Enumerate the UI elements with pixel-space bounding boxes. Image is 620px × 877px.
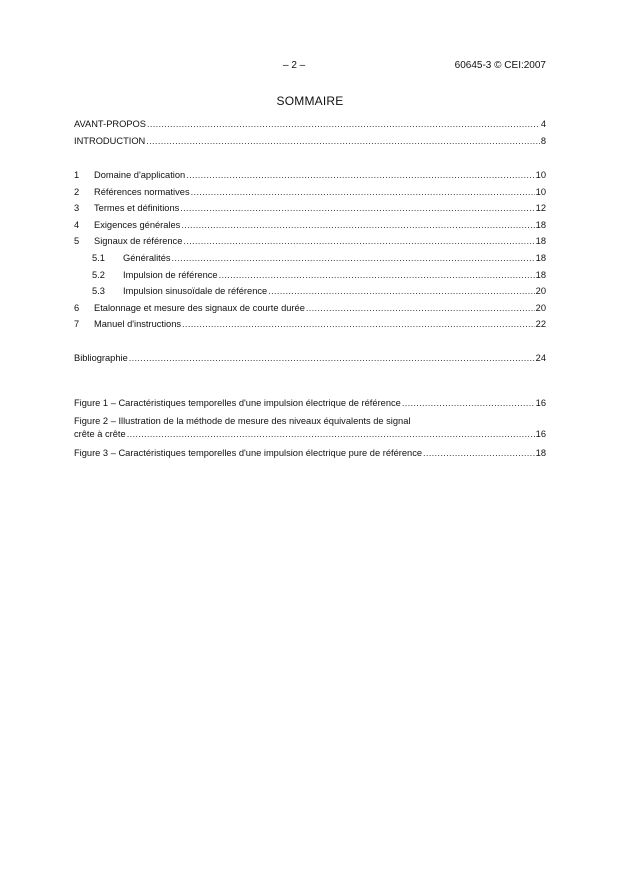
toc-entry-2[interactable] bbox=[74, 184, 546, 201]
toc-entry-text: Signaux de référence bbox=[94, 236, 183, 247]
toc-figures bbox=[74, 395, 546, 461]
page-title: SOMMAIRE bbox=[276, 94, 344, 108]
toc-entry-page: 4 bbox=[540, 119, 546, 129]
toc-entry-text: Exigences générales bbox=[94, 219, 181, 230]
toc-entry-5[interactable] bbox=[74, 233, 546, 250]
toc-entry-number: 7 bbox=[74, 319, 80, 330]
toc-entry-page: 20 bbox=[535, 302, 546, 313]
toc-entry-page: 18 bbox=[535, 447, 546, 458]
toc-figure-2[interactable] bbox=[74, 415, 546, 441]
toc-entry-number: 5 bbox=[74, 236, 80, 247]
toc-entry-page: 10 bbox=[535, 170, 546, 180]
toc-entry-7[interactable] bbox=[74, 316, 546, 333]
toc-entry-1[interactable] bbox=[74, 167, 546, 184]
toc-entry-text: INTRODUCTION bbox=[74, 135, 146, 146]
document-reference: 60645-3 © CEI:2007 bbox=[454, 60, 546, 71]
toc-entry-page: 24 bbox=[535, 353, 546, 363]
toc-entry-page: 10 bbox=[535, 186, 546, 197]
toc-entry-text: Généralités bbox=[123, 252, 171, 263]
toc-entry-text: Figure 1 – Caractéristiques temporelles d'une impulsion électrique de référence bbox=[74, 398, 401, 408]
toc-entry-text: Manuel d'instructions bbox=[94, 319, 182, 330]
toc-entry-introduction[interactable] bbox=[74, 133, 546, 150]
toc-entry-page: 18 bbox=[535, 252, 546, 263]
toc-entry-number: 1 bbox=[74, 170, 80, 180]
toc-entry-number: 2 bbox=[74, 186, 80, 197]
toc-entry-3[interactable] bbox=[74, 200, 546, 217]
toc-entry-page: 12 bbox=[535, 203, 546, 214]
toc-entry-4[interactable] bbox=[74, 217, 546, 234]
toc-entry-text-continued: crête à crête bbox=[74, 428, 126, 439]
toc-chapters bbox=[74, 167, 546, 333]
toc-entry-text: Termes et définitions bbox=[94, 203, 180, 214]
toc-entry-text: Impulsion sinusoïdale de référence bbox=[123, 286, 268, 297]
toc-figure-1[interactable] bbox=[74, 395, 546, 412]
toc-entry-page: 16 bbox=[535, 398, 546, 408]
toc-entry-5-3[interactable] bbox=[74, 283, 546, 300]
toc-entry-number: 3 bbox=[74, 203, 80, 214]
toc-figure-3[interactable] bbox=[74, 445, 546, 462]
toc-entry-page: 18 bbox=[535, 219, 546, 230]
toc-front-matter bbox=[74, 116, 546, 149]
page-number: – 2 – bbox=[283, 60, 306, 71]
toc-entry-6[interactable] bbox=[74, 300, 546, 317]
toc-entry-number: 5.3 bbox=[92, 286, 105, 297]
toc-entry-number: 5.1 bbox=[92, 252, 105, 263]
toc-entry-number: 4 bbox=[74, 219, 80, 230]
toc-entry-text: Références normatives bbox=[94, 186, 190, 197]
toc-entry-text: Bibliographie bbox=[74, 353, 128, 363]
toc-entry-number: 5.2 bbox=[92, 269, 105, 280]
toc-entry-page: 18 bbox=[535, 236, 546, 247]
toc-entry-avant-propos[interactable] bbox=[74, 116, 546, 133]
toc-entry-page: 8 bbox=[540, 135, 546, 146]
toc-bibliography bbox=[74, 350, 546, 367]
toc-entry-text: Figure 2 – Illustration de la méthode de mesure des niveaux équivalents de signal bbox=[74, 415, 411, 426]
toc-entry-text: Impulsion de référence bbox=[123, 269, 218, 280]
toc-entry-text: AVANT-PROPOS bbox=[74, 119, 146, 129]
toc-entry-number: 6 bbox=[74, 302, 80, 313]
toc-entry-page: 22 bbox=[535, 319, 546, 330]
toc-entry-5-1[interactable] bbox=[74, 250, 546, 267]
toc-entry-text: Domaine d'application bbox=[94, 170, 186, 180]
toc-entry-5-2[interactable] bbox=[74, 267, 546, 284]
toc-entry-page: 20 bbox=[535, 286, 546, 297]
toc-entry-page: 18 bbox=[535, 269, 546, 280]
toc-entry-text: Figure 3 – Caractéristiques temporelles d'une impulsion électrique pure de référence bbox=[74, 447, 423, 458]
toc-entry-bibliographie[interactable] bbox=[74, 350, 546, 367]
toc-entry-page: 16 bbox=[535, 428, 546, 439]
toc-entry-text: Etalonnage et mesure des signaux de courte durée bbox=[94, 302, 305, 313]
